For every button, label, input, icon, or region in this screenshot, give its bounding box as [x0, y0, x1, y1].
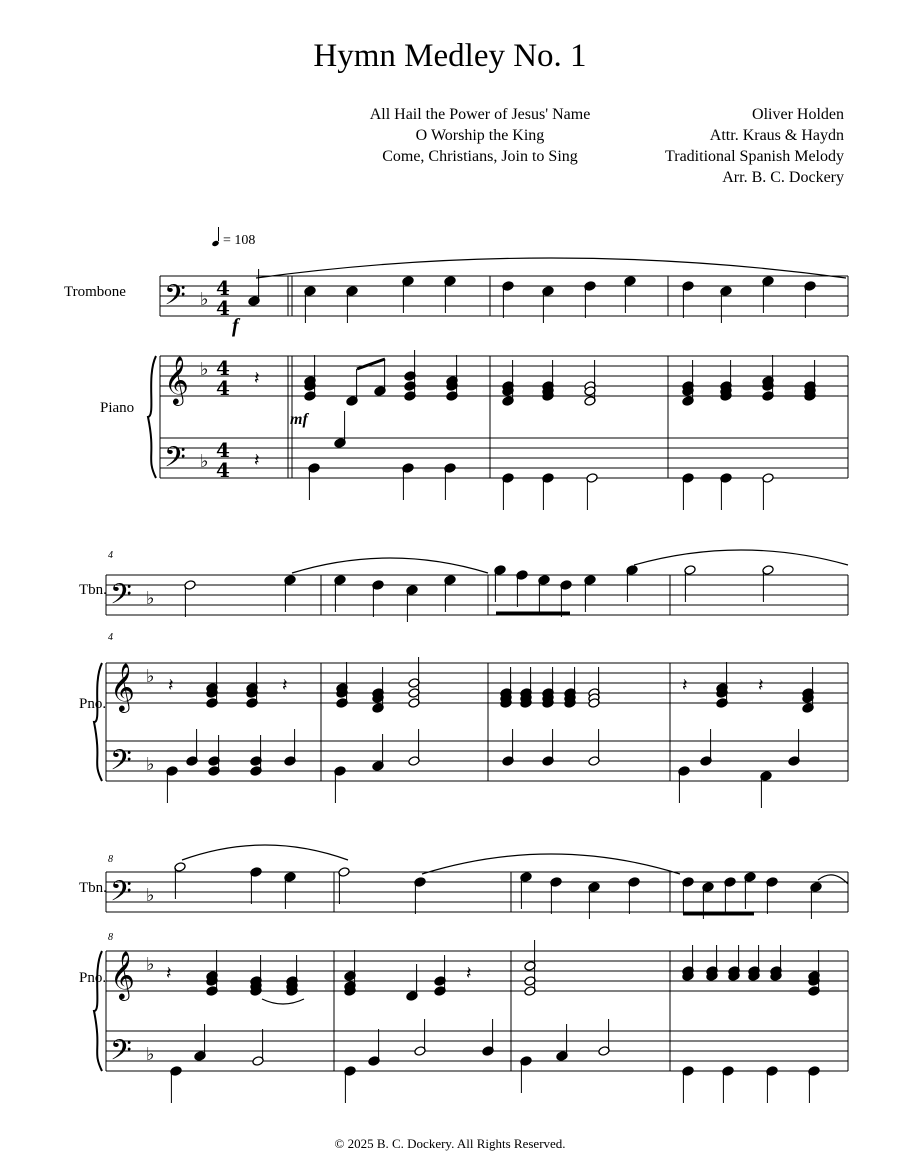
time-signature-icon: 4 [216, 276, 230, 300]
phrase-slur [818, 875, 848, 884]
flat-icon: ♭ [146, 754, 155, 775]
piano-brace [94, 663, 102, 781]
time-signature-icon: 4 [216, 356, 230, 380]
phrase-slur [182, 845, 348, 860]
trombone-label-2: Tbn. [79, 582, 107, 598]
measure-number-8a: 8 [108, 854, 113, 865]
bass-clef-icon: 𝄢 [110, 875, 132, 915]
quarter-rest-icon: 𝄽 [758, 675, 764, 696]
hymn-title-3: Come, Christians, Join to Sing [382, 148, 578, 165]
flat-icon: ♭ [200, 359, 209, 380]
bass-clef-icon: 𝄢 [164, 279, 186, 319]
time-signature-icon: 4 [216, 458, 230, 482]
trombone-label-1: Trombone [64, 284, 126, 300]
staff-lines [94, 276, 848, 1074]
measure-number-4a: 4 [108, 550, 113, 561]
treble-clef-icon: 𝄞 [110, 950, 135, 999]
piano-label-2: Pno. [79, 696, 107, 712]
credit-3: Traditional Spanish Melody [665, 148, 844, 165]
quarter-rest-icon: 𝄽 [166, 963, 172, 984]
quarter-rest-icon: 𝄽 [466, 963, 472, 984]
quarter-rest-icon: 𝄽 [282, 675, 288, 696]
piano-brace [148, 356, 156, 478]
quarter-rest-icon: 𝄽 [254, 368, 260, 389]
bass-clef-icon: 𝄢 [110, 578, 132, 618]
phrase-slur [422, 854, 680, 874]
treble-clef-icon: 𝄞 [110, 662, 135, 711]
time-signature-icon: 4 [216, 376, 230, 400]
hymn-title-2: O Worship the King [415, 127, 545, 144]
flat-icon: ♭ [200, 289, 209, 310]
time-signature-icon: 4 [216, 296, 230, 320]
dynamic-forte: f [232, 315, 239, 337]
quarter-rest-icon: 𝄽 [682, 675, 688, 696]
credit-2: Attr. Kraus & Haydn [709, 127, 844, 144]
quarter-rest-icon: 𝄽 [254, 450, 260, 471]
piano-brace [94, 951, 102, 1071]
score-title: Hymn Medley No. 1 [313, 38, 587, 74]
flat-icon: ♭ [146, 666, 155, 687]
phrase-slur [256, 258, 846, 278]
flat-icon: ♭ [200, 451, 209, 472]
measure-number-4b: 4 [108, 632, 113, 643]
treble-clef-icon: 𝄞 [164, 355, 189, 404]
beam [357, 359, 385, 369]
tempo-value: = 108 [223, 233, 256, 248]
tie [262, 999, 304, 1004]
bass-clef-icon: 𝄢 [110, 1034, 132, 1074]
bass-clef-icon: 𝄢 [110, 744, 132, 784]
flat-icon: ♭ [146, 588, 155, 609]
phrase-slur [292, 558, 488, 573]
time-signature-icon: 4 [216, 438, 230, 462]
quarter-rest-icon: 𝄽 [168, 675, 174, 696]
piano-label-1: Piano [100, 400, 135, 416]
bass-clef-icon: 𝄢 [164, 441, 186, 481]
piano-label-3: Pno. [79, 970, 107, 986]
trombone-label-3: Tbn. [79, 880, 107, 896]
flat-icon: ♭ [146, 954, 155, 975]
flat-icon: ♭ [146, 1044, 155, 1065]
hymn-title-1: All Hail the Power of Jesus' Name [369, 106, 591, 123]
measure-number-8b: 8 [108, 932, 113, 943]
copyright-notice: © 2025 B. C. Dockery. All Rights Reserved. [334, 1136, 566, 1151]
notes-layer [166, 258, 848, 1103]
dynamic-mezzo-forte: mf [290, 411, 308, 428]
flat-icon: ♭ [146, 885, 155, 906]
phrase-slur [634, 550, 848, 565]
credit-1: Oliver Holden [752, 106, 844, 123]
credit-4: Arr. B. C. Dockery [722, 169, 844, 186]
